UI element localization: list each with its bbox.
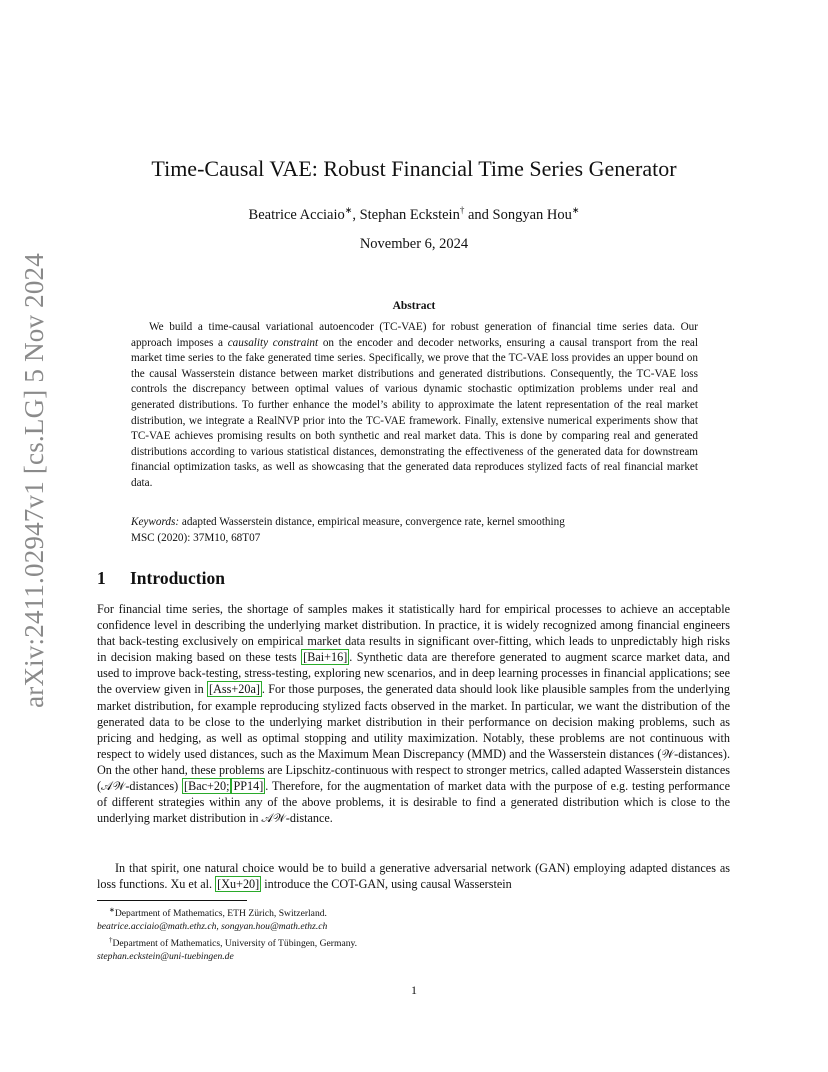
intro-text: In that spirit, one natural choice would be to build a generative adversarial network (GAN) employing adapted distances as loss functions. Xu et al.: [97, 861, 730, 892]
keywords-block: [131, 515, 698, 546]
section-title: Introduction: [130, 568, 225, 588]
citation-link[interactable]: [Xu+20]: [217, 877, 260, 892]
page-number: 1: [411, 983, 417, 997]
intro-text: . For those purposes, the generated data should look like plausible samples from the underlying market distribution, for example reproducing stylized facts observed in the market. In particular, we want the distribution of the generated data to be close to the underlying market distribution in their performance on decision making problems, such as pricing and hedging, as well as optimal stopping and utility maximization. Notably, these problems are not continuous with respect to widely used distances, such as the Maximum Mean Discrepancy (MMD) and the Wasserstein distances (𝒲-distances). On the other hand, these problems are Lipschitz-continuous with respect to stronger metrics, called adapted Wasserstein distances (𝒜𝒲-distances): [97, 682, 730, 794]
intro-text: . Synthetic data are therefore generated to augment scarce market data, and used to improve back-testing, stress-testing, exploring new scenarios, and in deep learning processes in financial applications; see the overview given in: [97, 650, 730, 697]
author-acciaio-mark[interactable]: ∗: [344, 205, 353, 215]
author-list: [0, 205, 828, 224]
section-heading: [97, 568, 225, 589]
author-acciaio: Beatrice Acciaio: [248, 206, 345, 223]
intro-paragraph-2: [97, 860, 730, 892]
intro-text: . Therefore, for the augmentation of market data with the purpose of e.g. testing performance of different strategies within any of the above problems, it is desirable to find a generated distribution which is close to the underlying market distribution in 𝒜𝒲-distance.: [97, 779, 730, 826]
footnote-2: [97, 934, 737, 950]
arxiv-stamp-text: arXiv:2411.02947v1 [cs.LG] 5 Nov 2024: [18, 252, 49, 708]
arxiv-stamp: [10, 252, 58, 708]
intro-paragraph-1: [97, 601, 730, 826]
abstract-text-part: We build a time-causal variational autoencoder (TC-VAE) for robust generation of financial time series data. Our approach imposes a: [131, 321, 698, 349]
footnotes: [97, 904, 737, 963]
footnote-1-text: Department of Mathematics, ETH Zürich, Switzerland.: [114, 908, 327, 920]
footnote-2-email[interactable]: stephan.eckstein@uni-tuebingen.de: [97, 950, 234, 962]
abstract-text-part: on the encoder and decoder networks, ensuring a causal transport from the real market time series to the fake generated time series. Specifically, we prove that the TC-VAE loss provides an upper bound on the causal Wasserstein distance between market distributions and generated distributions. Consequently, the TC-VAE loss controls the discrepancy between optimal values of various dynamic stochastic optimization problems under real and generated distributions. To further enhance the model’s ability to approximate the latent representation of the real market distribution, we integrate a RealNVP prior into the TC-VAE framework. Finally, extensive numerical experiments show that TC-VAE achieves promising results on both synthetic and real market data. This is done by comparing real and generated distributions according to various statistical distances, demonstrating the effectiveness of the generated data for downstream financial optimization tasks, as well as showcasing that the generated data reproduces stylized facts of real financial market data.: [131, 336, 699, 489]
footnote-1-emails[interactable]: beatrice.acciaio@math.ethz.ch, songyan.hou@math.ethz.ch: [97, 921, 328, 933]
footnote-2-mark: †: [109, 935, 113, 944]
citation-link[interactable]: [Ass+20a]: [209, 682, 260, 697]
author-separator: and: [464, 206, 493, 223]
section-number: 1: [97, 568, 106, 588]
author-eckstein: Stephan Eckstein: [359, 206, 460, 223]
paper-title: Time-Causal VAE: Robust Financial Time Series Generator: [151, 156, 677, 181]
footnote-2-text: Department of Mathematics, University of Tübingen, Germany.: [112, 937, 358, 949]
keywords-line: [131, 515, 698, 531]
msc-line: MSC (2020): 37M10, 68T07: [131, 531, 261, 544]
intro-text: introduce the COT-GAN, using causal Wasserstein: [261, 877, 512, 892]
author-hou: Songyan Hou: [492, 206, 572, 223]
author-eckstein-mark[interactable]: †: [459, 205, 465, 215]
paper-date: November 6, 2024: [359, 236, 469, 252]
keywords-label: Keywords:: [131, 516, 180, 528]
abstract-text: [131, 320, 698, 492]
footnote-1-mark: ∗: [109, 906, 115, 914]
citation-link[interactable]: [Bac+20;: [184, 779, 230, 794]
author-separator: ,: [352, 206, 360, 223]
abstract-heading: Abstract: [392, 300, 436, 312]
footnote-1: [97, 904, 737, 920]
citation-link[interactable]: [Bai+16]: [303, 650, 348, 665]
keywords-text: adapted Wasserstein distance, empirical measure, convergence rate, kernel smoothing: [179, 516, 565, 528]
author-hou-mark[interactable]: ∗: [571, 205, 580, 215]
abstract-emphasis: causality constraint: [227, 336, 319, 349]
footnote-rule: [97, 900, 247, 901]
citation-link[interactable]: PP14]: [233, 779, 264, 794]
intro-text: For financial time series, the shortage of samples makes it statistically hard for empirical processes to achieve an acceptable confidence level in describing the underlying market distribution. In practice, it is widely recognized among financial engineers that back-testing exclusively on empirical market data results in significant over-fitting, which leads to unpredictably high risks in decision making based on these tests: [97, 602, 730, 665]
